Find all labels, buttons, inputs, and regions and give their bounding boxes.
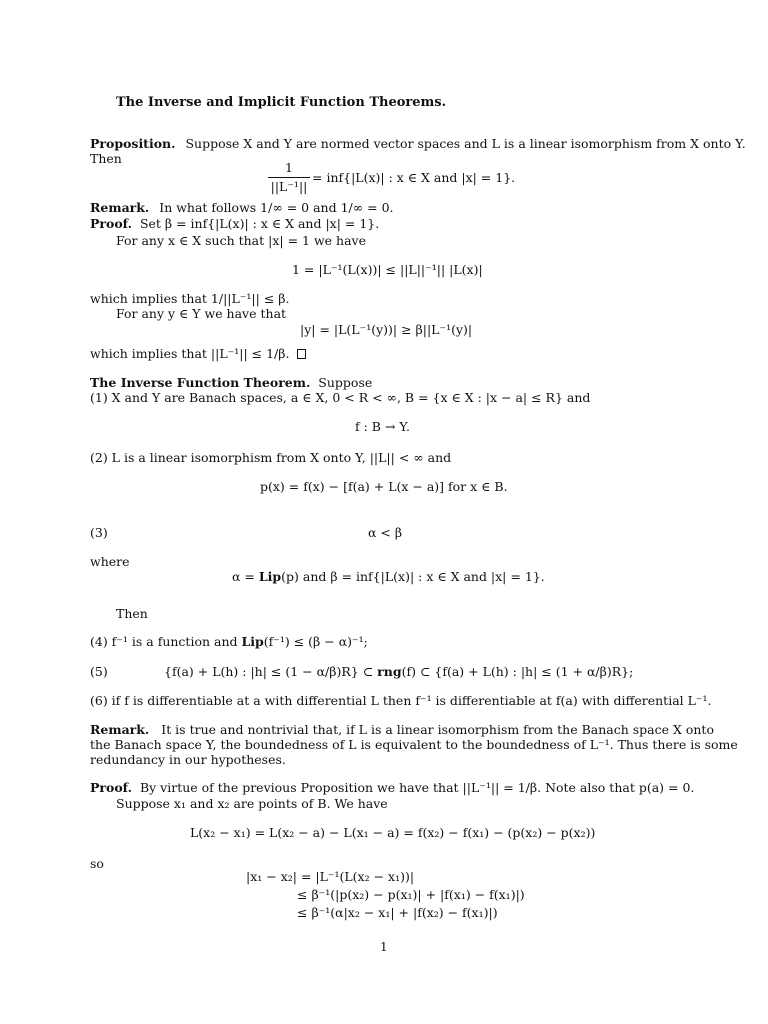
proof-2-label: Proof. — [90, 780, 132, 795]
proposition-fraction — [268, 160, 310, 194]
condition-1-equation: f : B → Y. — [355, 419, 411, 434]
condition-2-equation: p(x) = f(x) − [f(a) + L(x − a)] for x ∈ B. — [260, 479, 508, 494]
conclusion-5-a: {f(a) + L(h) : |h| ≤ (1 − α/β)R} ⊂ — [164, 664, 378, 679]
conclusion-5 — [164, 664, 633, 680]
proof-1-equation-1: 1 = |L⁻¹(L(x))| ≤ ||L||⁻¹|| |L(x)| — [292, 262, 483, 277]
qed-box-icon — [297, 349, 306, 359]
proof-1-equation-2: |y| = |L(L⁻¹(y))| ≥ β||L⁻¹(y)| — [300, 322, 473, 337]
conclusion-6: (6) if f is differentiable at a with differential L then f⁻¹ is differentiable at f(a) with differential L⁻¹. — [90, 693, 712, 708]
remark-1-text: In what follows 1/∞ = 0 and 1/∞ = 0. — [159, 200, 394, 215]
where-text: where — [90, 554, 130, 569]
proof-2-so: so — [90, 856, 104, 871]
proof-1-conclusion: which implies that ||L⁻¹|| ≤ 1/β. — [90, 346, 290, 361]
lip-operator-2: Lip — [241, 634, 264, 649]
theorem-suppose: Suppose — [318, 375, 373, 390]
proof-2-equation-2: |x₁ − x₂| = |L⁻¹(L(x₂ − x₁))| — [246, 869, 415, 884]
remark-1 — [90, 200, 394, 216]
fraction-bar — [268, 177, 310, 178]
proof-2-equation-4: ≤ β⁻¹(α|x₂ − x₁| + |f(x₂) − f(x₁)|) — [297, 905, 498, 920]
then-text: Then — [116, 606, 148, 621]
theorem-heading — [90, 375, 372, 391]
conclusion-5-number: (5) — [90, 664, 108, 679]
remark-1-label: Remark. — [90, 200, 150, 215]
condition-2: (2) L is a linear isomorphism from X onto Y, ||L|| < ∞ and — [90, 450, 452, 465]
proposition-label: Proposition. — [90, 136, 176, 151]
theorem-label: The Inverse Function Theorem. — [90, 375, 311, 390]
proof-1-text: Set β = inf{|L(x)| : x ∈ X and |x| = 1}. — [139, 216, 380, 231]
proof-2-line-1 — [90, 780, 694, 796]
remark-2-text-1: It is true and nontrivial that, if L is a linear isomorphism from the Banach space X onto — [161, 722, 714, 737]
proof-1-label: Proof. — [90, 216, 132, 231]
condition-3-number: (3) — [90, 525, 108, 540]
proof-2-line-2: Suppose x₁ and x₂ are points of B. We have — [116, 796, 388, 811]
proof-1-line-5 — [90, 346, 306, 362]
condition-1: (1) X and Y are Banach spaces, a ∈ X, 0 < R < ∞, B = {x ∈ X : |x − a| ≤ R} and — [90, 390, 591, 405]
conclusion-4-b: (f⁻¹) ≤ (β − α)⁻¹; — [263, 634, 368, 649]
conclusion-4 — [90, 634, 368, 650]
proof-1-line-4: For any y ∈ Y we have that — [116, 306, 287, 321]
proof-2-equation-1: L(x₂ − x₁) = L(x₂ − a) − L(x₁ − a) = f(x₂) − f(x₁) − (p(x₂) − p(x₂)) — [190, 825, 596, 840]
proof-1-line-1 — [90, 216, 379, 232]
proposition-text: Suppose X and Y are normed vector spaces and L is a linear isomorphism from X onto Y. — [185, 136, 746, 151]
remark-2-line-2: the Banach space Y, the boundedness of L is equivalent to the boundedness of L⁻¹. Thus there is some — [90, 737, 738, 752]
condition-3-equation: α < β — [368, 525, 403, 540]
remark-2-label: Remark. — [90, 722, 150, 737]
proof-1-line-2: For any x ∈ X such that |x| = 1 we have — [116, 233, 366, 248]
where-equation — [232, 569, 545, 585]
lip-operator: Lip — [258, 569, 282, 584]
proof-2-equation-3: ≤ β⁻¹(|p(x₂) − p(x₁)| + |f(x₁) − f(x₁)|) — [297, 887, 525, 902]
proposition-equation-rhs: = inf{|L(x)| : x ∈ X and |x| = 1}. — [312, 170, 516, 185]
remark-2-line-3: redundancy in our hypotheses. — [90, 752, 286, 767]
document-title: The Inverse and Implicit Function Theorems. — [116, 95, 447, 110]
where-beta: (p) and β = inf{|L(x)| : x ∈ X and |x| = 1}. — [281, 569, 545, 584]
proof-1-line-3: which implies that 1/||L⁻¹|| ≤ β. — [90, 291, 290, 306]
conclusion-4-a: (4) f⁻¹ is a function and — [90, 634, 242, 649]
proposition-then: Then — [90, 151, 122, 166]
fraction-denominator: ||L⁻¹|| — [270, 178, 308, 194]
where-alpha: α = — [232, 569, 259, 584]
remark-2-line-1 — [90, 722, 714, 738]
conclusion-5-b: (f) ⊂ {f(a) + L(h) : |h| ≤ (1 + α/β)R}; — [401, 664, 634, 679]
fraction-numerator: 1 — [285, 160, 293, 175]
proposition-line — [90, 136, 746, 152]
rng-operator: rng — [377, 664, 402, 679]
proof-2-text-1: By virtue of the previous Proposition we have that ||L⁻¹|| = 1/β. Note also that p(a) = 0. — [139, 780, 695, 795]
page-number: 1 — [380, 940, 388, 954]
